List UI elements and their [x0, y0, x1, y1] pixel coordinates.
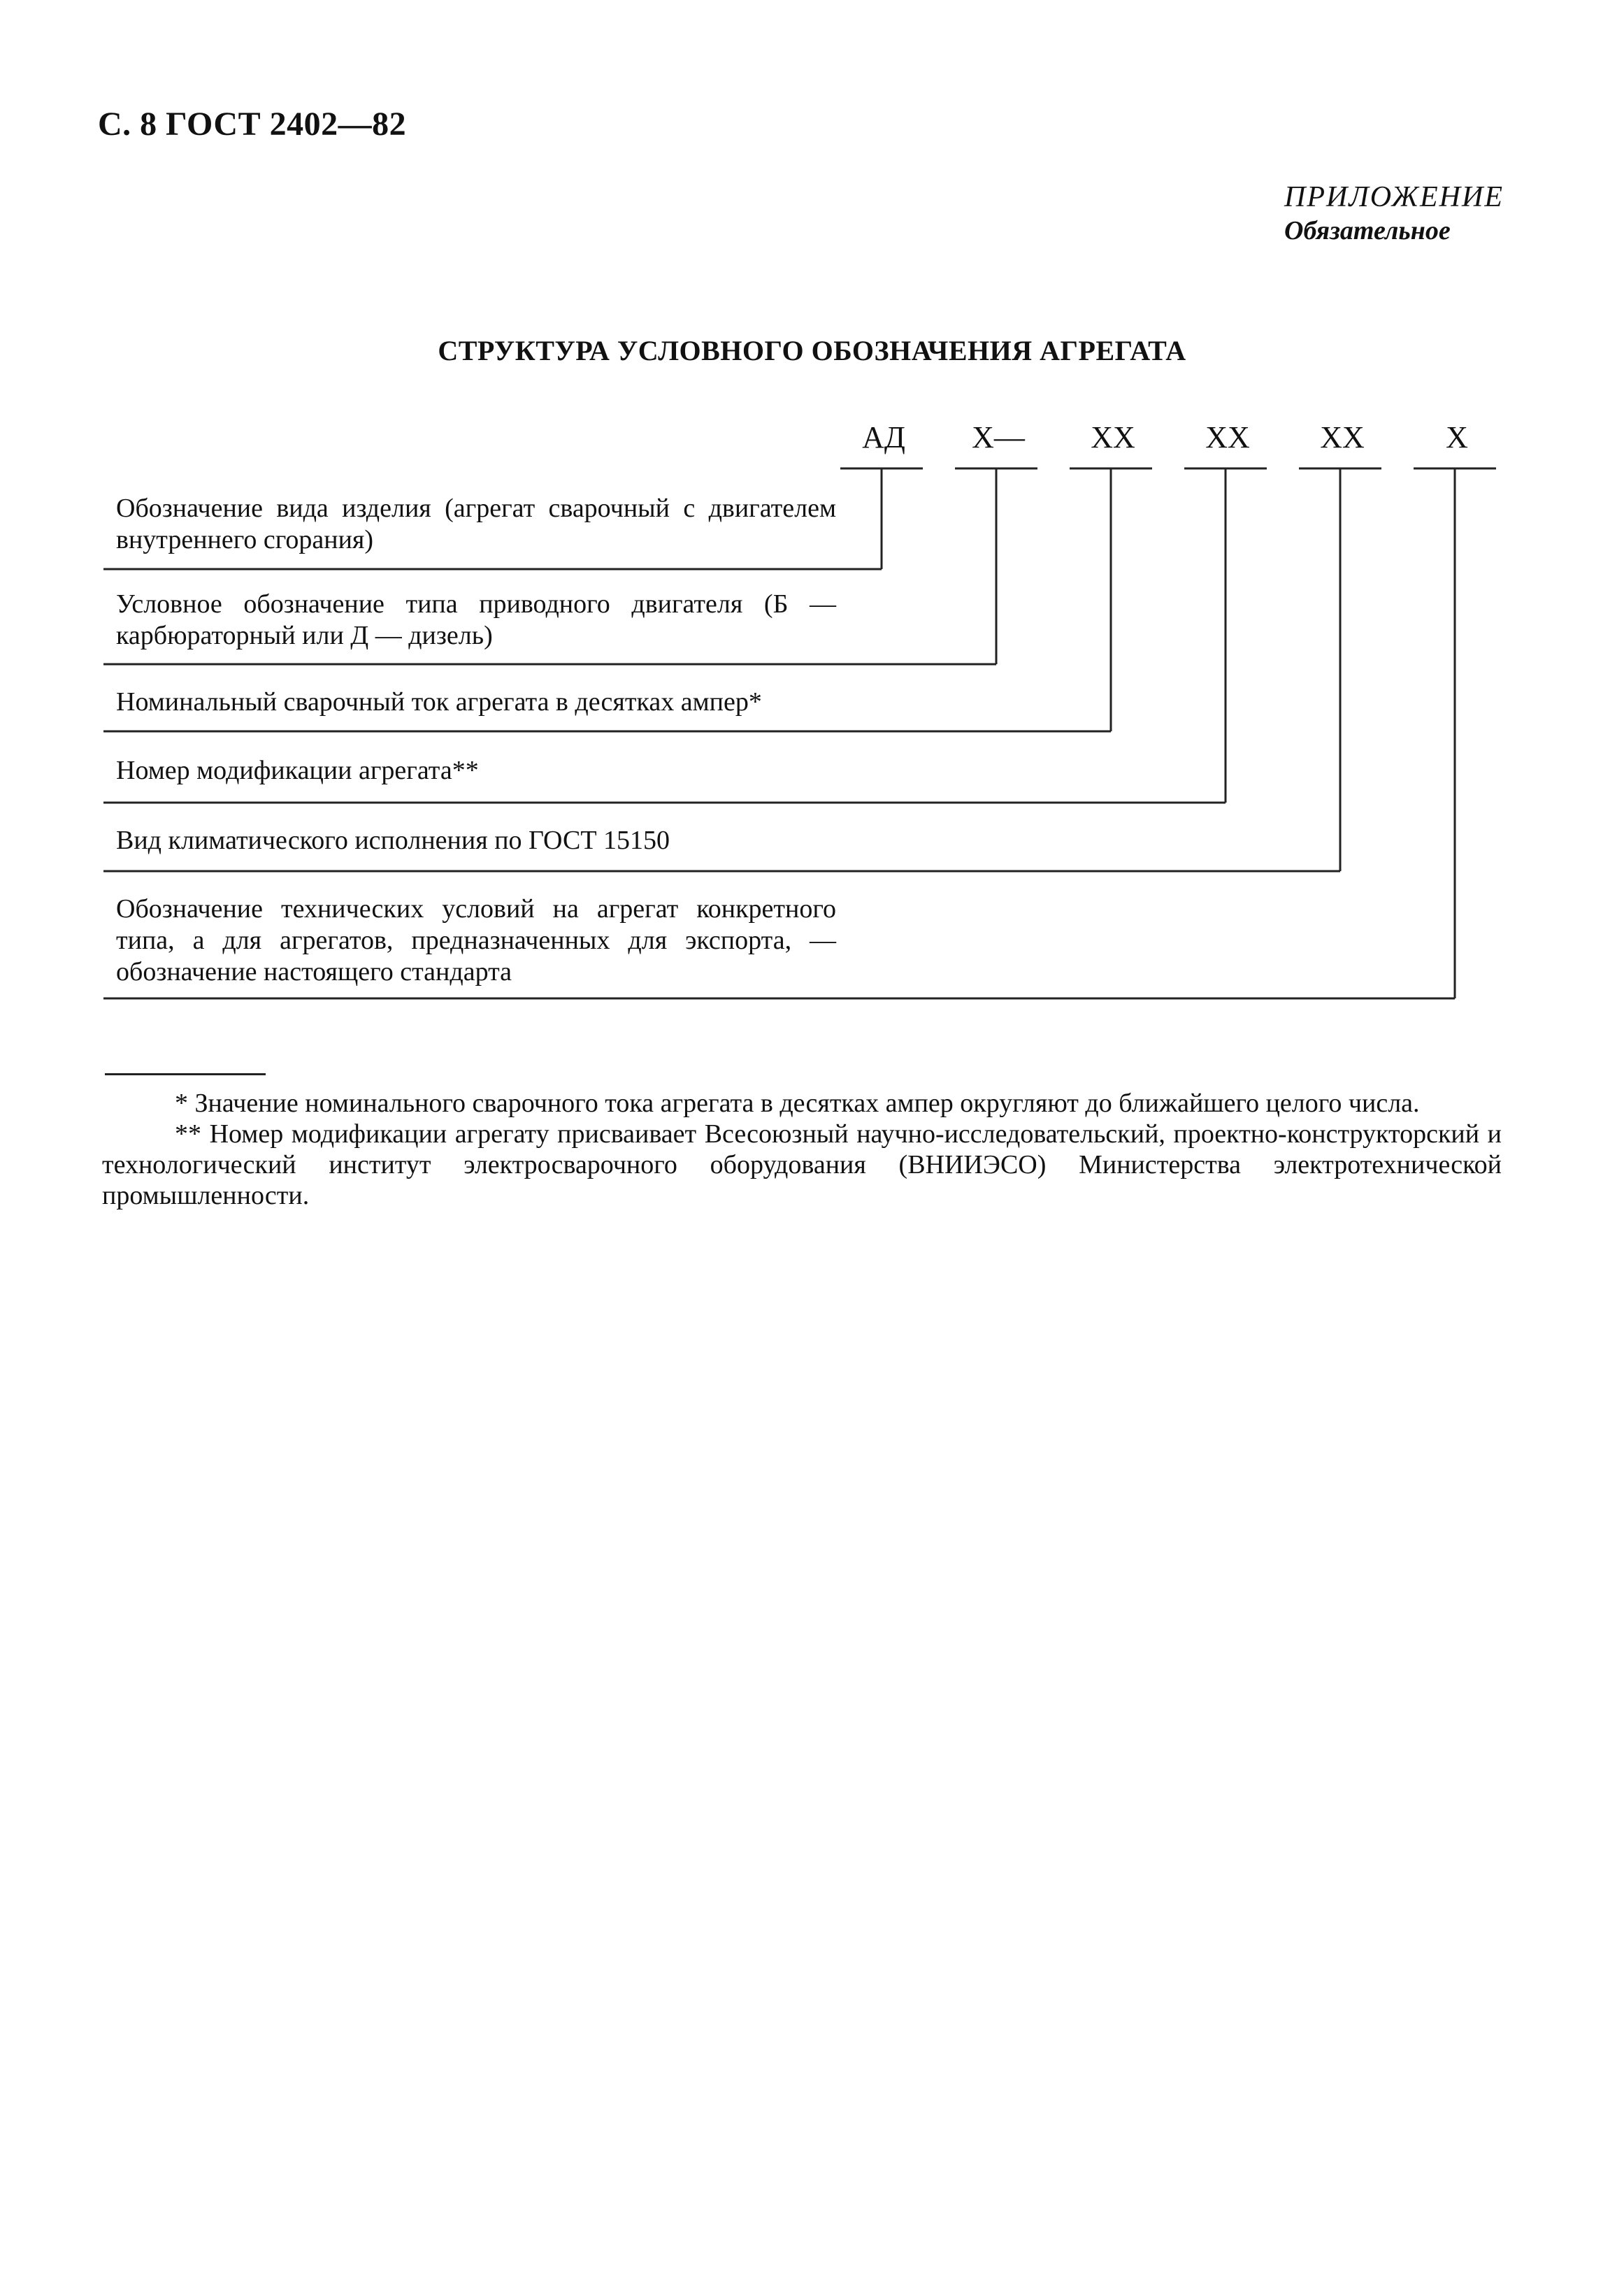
- footnote-separator: [105, 1073, 266, 1075]
- code-ad: АД: [862, 420, 905, 454]
- appendix-status: Обязательное: [1284, 216, 1451, 245]
- desc-modification: Номер модификации агрегата**: [116, 756, 479, 785]
- footnotes: [102, 1088, 1502, 1211]
- code-climate: ХХ: [1320, 420, 1365, 454]
- footnote-2: ** Номер модификации агрегату присваивает Всесоюзный научно-исследовательский, проектно-конструкторский и технологический институт электросварочного оборудования (ВНИИЭСО) Министерства электротехнической промышленности.: [102, 1119, 1502, 1210]
- footnote-1: * Значение номинального сварочного тока агрегата в десятках ампер округляют до ближайшего целого числа.: [175, 1089, 1420, 1118]
- desc-climate: Вид климатического исполнения по ГОСТ 15150: [116, 826, 670, 855]
- desc-engine-type: Условное обозначение типа приводного двигателя (Б — карбюраторный или Д — дизель): [116, 589, 836, 650]
- page-header: С. 8 ГОСТ 2402—82: [98, 106, 407, 143]
- appendix-label: ПРИЛОЖЕНИЕ: [1284, 181, 1504, 213]
- code-specs: Х: [1446, 420, 1468, 454]
- code-modification: ХХ: [1205, 420, 1250, 454]
- diagram-title: СТРУКТУРА УСЛОВНОГО ОБОЗНАЧЕНИЯ АГРЕГАТА: [438, 335, 1186, 366]
- desc-welding-current: Номинальный сварочный ток агрегата в десятках ампер*: [116, 687, 762, 717]
- code-current: ХХ: [1091, 420, 1135, 454]
- desc-product-type: Обозначение вида изделия (агрегат сварочный с двигателем внутреннего сгорания): [116, 494, 836, 554]
- code-engine: Х—: [972, 420, 1025, 454]
- desc-specifications: Обозначение технических условий на агрегат конкретного типа, а для агрегатов, предназначенных для экспорта, — обозначение настоящего стандарта: [116, 894, 836, 986]
